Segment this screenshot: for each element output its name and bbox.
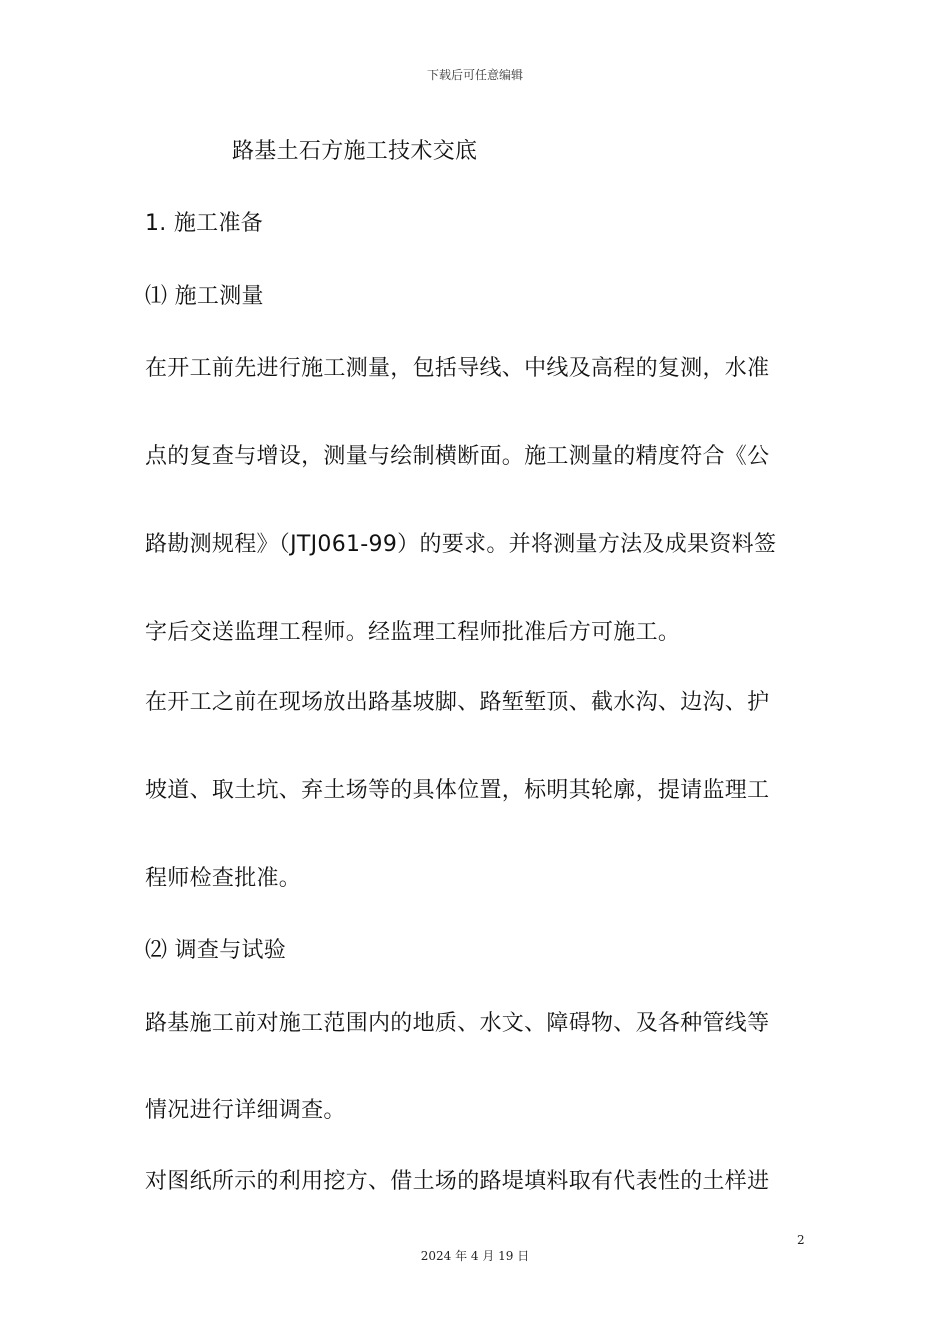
paragraph-line: 在开工前先进行施工测量，包括导线、中线及高程的复测，水准 [145,356,770,381]
paragraph-line: 对图纸所示的利用挖方、借土场的路堤填料取有代表性的土样进 [145,1169,770,1194]
page-header: 下载后可任意编辑 [426,68,523,82]
subsection-heading: ⑵ 调查与试验 [145,938,287,963]
paragraph-line: 路基施工前对施工范围内的地质、水文、障碍物、及各种管线等 [145,1011,770,1036]
subsection-heading: ⑴ 施工测量 [145,284,264,309]
page-number: 2 [797,1233,805,1247]
paragraph-line: 点的复查与增设，测量与绘制横断面。施工测量的精度符合《公 [145,444,770,469]
paragraph-line: 坡道、取土坑、弃土场等的具体位置，标明其轮廓，提请监理工 [145,778,770,803]
paragraph-line: 路勘测规程》（JTJ061-99）的要求。并将测量方法及成果资料签 [145,532,777,557]
paragraph-line: 情况进行详细调查。 [145,1098,346,1123]
paragraph-line: 字后交送监理工程师。经监理工程师批准后方可施工。 [145,620,681,645]
document-title: 路基土石方施工技术交底 [232,139,478,164]
paragraph-line: 程师检查批准。 [145,866,302,891]
footer-date: 2024 年 4 月 19 日 [420,1249,530,1263]
section-heading: 1. 施工准备 [145,211,264,236]
paragraph-line: 在开工之前在现场放出路基坡脚、路堑堑顶、截水沟、边沟、护 [145,690,770,715]
